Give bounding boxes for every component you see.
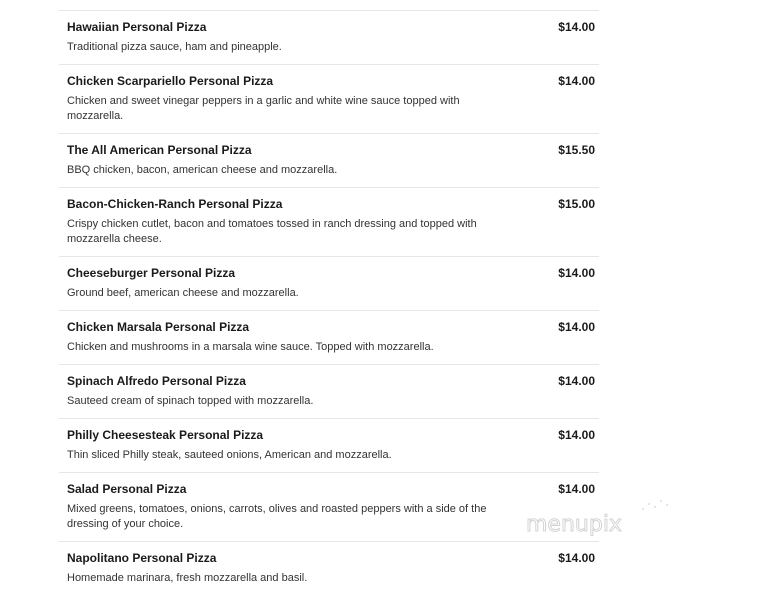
menu-item bbox=[59, 365, 599, 419]
menu-item bbox=[59, 542, 599, 596]
item-name: Philly Cheesesteak Personal Pizza bbox=[67, 428, 264, 442]
item-description: Sauteed cream of spinach topped with mozzarella. bbox=[67, 395, 314, 407]
item-price: $14.00 bbox=[558, 266, 595, 280]
menu-item bbox=[59, 11, 599, 65]
item-price: $14.00 bbox=[558, 74, 595, 88]
item-price: $14.00 bbox=[558, 374, 595, 388]
item-name: Napolitano Personal Pizza bbox=[67, 551, 217, 565]
item-price: $14.00 bbox=[558, 428, 595, 442]
item-description: Chicken and mushrooms in a marsala wine sauce. Topped with mozzarella. bbox=[67, 341, 434, 353]
item-name: Chicken Marsala Personal Pizza bbox=[67, 320, 250, 334]
item-name: Hawaiian Personal Pizza bbox=[67, 20, 207, 34]
item-description: Crispy chicken cutlet, bacon and tomatoes tossed in ranch dressing and topped with mozzarella cheese. bbox=[67, 218, 477, 245]
item-price: $14.00 bbox=[558, 482, 595, 496]
item-name: Salad Personal Pizza bbox=[67, 482, 187, 496]
menu-item bbox=[59, 188, 599, 257]
item-description: BBQ chicken, bacon, american cheese and mozzarella. bbox=[67, 164, 338, 176]
menu-item bbox=[59, 473, 599, 542]
menu-item bbox=[59, 65, 599, 134]
item-price: $15.50 bbox=[558, 143, 595, 157]
item-price: $14.00 bbox=[558, 551, 595, 565]
item-name: The All American Personal Pizza bbox=[67, 143, 252, 157]
menu-item bbox=[59, 134, 599, 188]
item-description: Thin sliced Philly steak, sauteed onions, American and mozzarella. bbox=[67, 449, 392, 461]
item-name: Chicken Scarpariello Personal Pizza bbox=[67, 74, 274, 88]
item-description: Chicken and sweet vinegar peppers in a garlic and white wine sauce topped with mozzarella. bbox=[67, 95, 460, 122]
item-name: Bacon-Chicken-Ranch Personal Pizza bbox=[67, 197, 283, 211]
watermark-dots bbox=[640, 494, 670, 514]
item-price: $14.00 bbox=[558, 320, 595, 334]
menu-item bbox=[59, 419, 599, 473]
item-name: Spinach Alfredo Personal Pizza bbox=[67, 374, 246, 388]
menu-item bbox=[59, 311, 599, 365]
item-description: Ground beef, american cheese and mozzarella. bbox=[67, 287, 299, 299]
menupix-watermark: menupix bbox=[526, 512, 622, 537]
item-name: Cheeseburger Personal Pizza bbox=[67, 266, 236, 280]
item-description: Homemade marinara, fresh mozzarella and basil. bbox=[67, 572, 308, 584]
item-price: $15.00 bbox=[558, 197, 595, 211]
item-description: Traditional pizza sauce, ham and pineapple. bbox=[67, 41, 282, 53]
item-price: $14.00 bbox=[558, 20, 595, 34]
menu-item bbox=[59, 257, 599, 311]
menu-list bbox=[59, 10, 599, 596]
item-description: Mixed greens, tomatoes, onions, carrots, olives and roasted peppers with a side of the dressing of your choice. bbox=[67, 503, 487, 530]
